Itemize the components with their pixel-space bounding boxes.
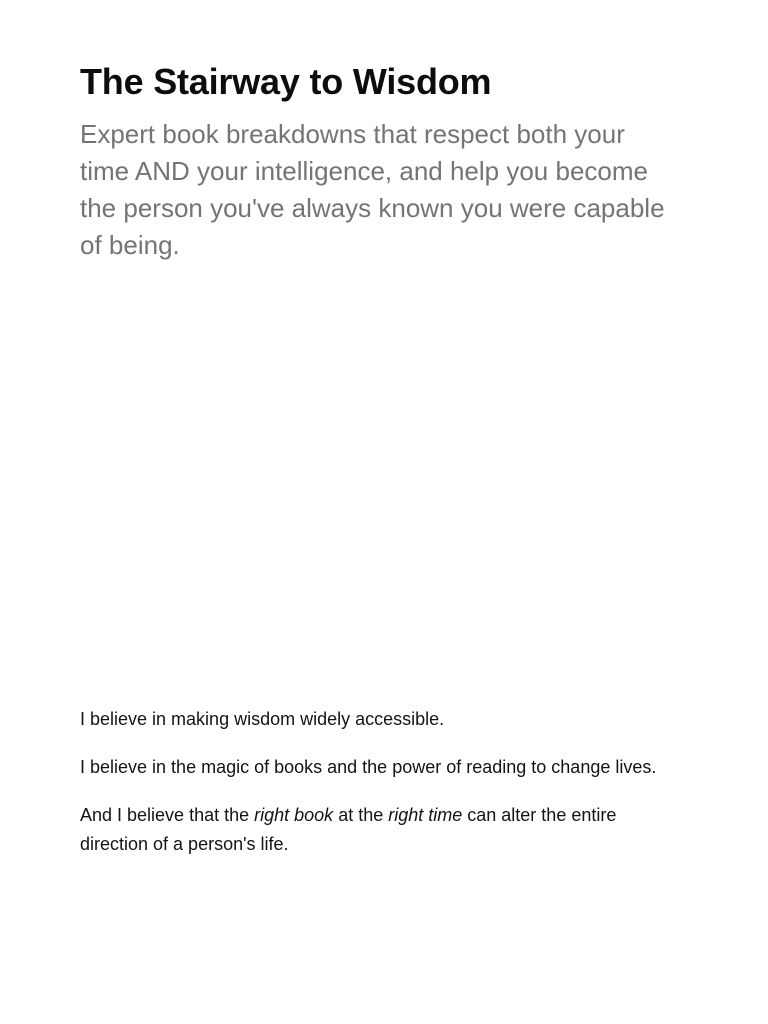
page-content bbox=[80, 0, 690, 1024]
paragraph-3-text-2: at the bbox=[333, 805, 389, 825]
belief-paragraph-2: I believe in the magic of books and the power of reading to change lives. bbox=[80, 757, 657, 777]
paragraph-3-text-3: can alter the entire direction of a person's life. bbox=[80, 805, 617, 854]
belief-paragraph-1: I believe in making wisdom widely accessible. bbox=[80, 709, 445, 729]
belief-section bbox=[80, 705, 680, 878]
page-title: The Stairway to Wisdom bbox=[80, 61, 492, 102]
page-subtitle: Expert book breakdowns that respect both your time AND your intelligence, and help you become the person you've always known you were capable of being. bbox=[80, 119, 665, 260]
emphasis-right-time: right time bbox=[388, 805, 463, 825]
paragraph-3-text-1: And I believe that the bbox=[80, 805, 255, 825]
emphasis-right-book: right book bbox=[254, 805, 334, 825]
belief-paragraph-3 bbox=[80, 801, 680, 859]
